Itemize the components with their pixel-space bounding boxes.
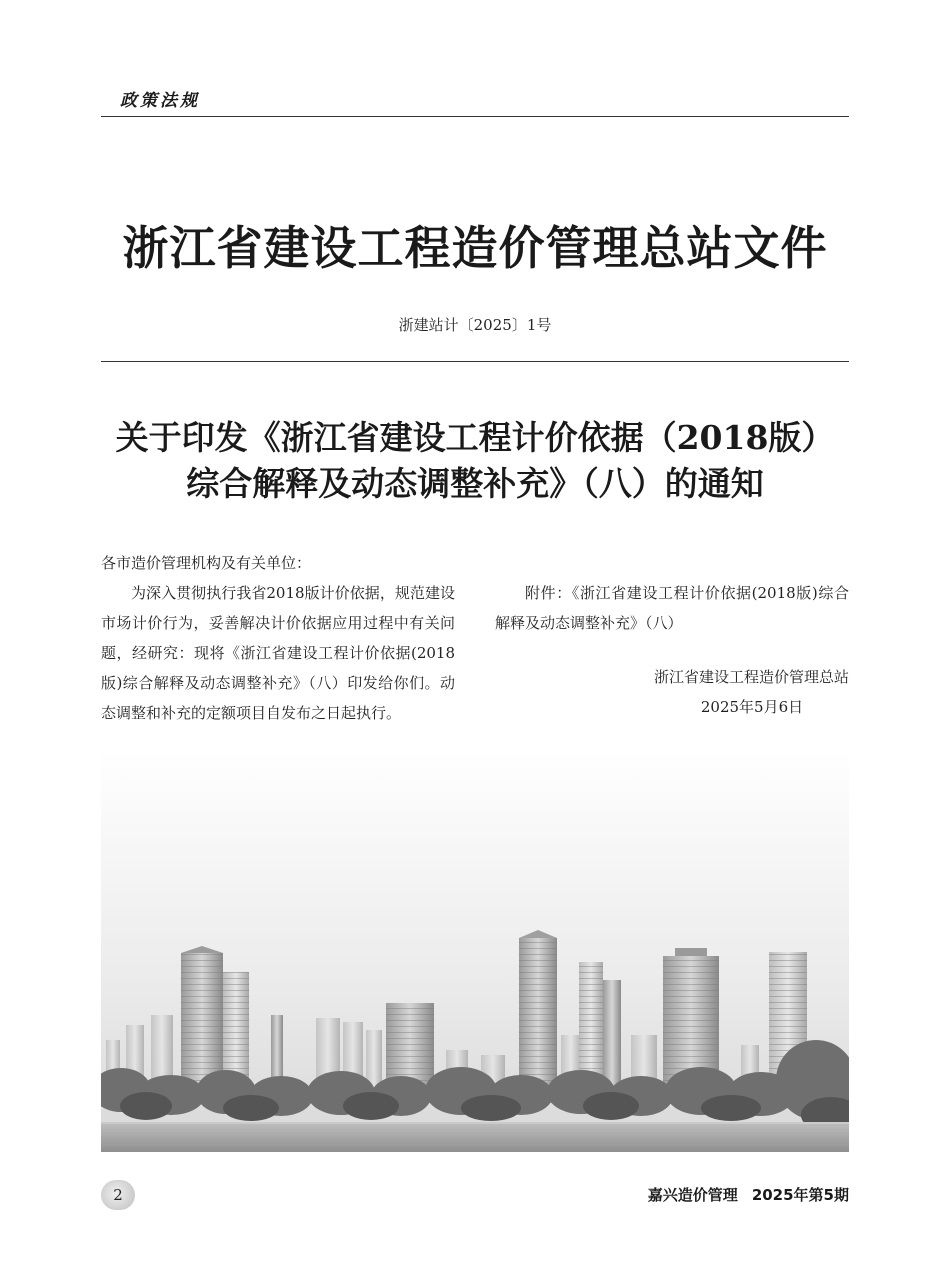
journal-issue: 2025年第5期 — [751, 1186, 849, 1204]
journal-info — [648, 1184, 849, 1205]
city-skyline-image — [101, 750, 849, 1152]
notice-title-line1: 关于印发《浙江省建设工程计价依据（2018版） — [115, 418, 835, 457]
notice-title — [0, 415, 950, 507]
issuer-title: 浙江省建设工程造价管理总站文件 — [122, 221, 828, 275]
signature-block — [495, 662, 849, 722]
title-rule — [101, 361, 849, 362]
signature-org: 浙江省建设工程造价管理总站 — [653, 668, 849, 686]
notice-title-line2: 综合解释及动态调整补充》（八）的通知 — [186, 464, 764, 503]
header-rule — [101, 116, 849, 117]
journal-name: 嘉兴造价管理 — [647, 1186, 738, 1204]
signature-date: 2025年5月6日 — [700, 698, 804, 716]
attachment-note: 附件：《浙江省建设工程计价依据(2018版)综合解释及动态调整补充》（八） — [495, 584, 849, 632]
addressee: 各市造价管理机构及有关单位： — [101, 554, 312, 572]
body-right-column — [495, 578, 849, 722]
section-label: 政策法规 — [120, 91, 200, 111]
body-left-column — [101, 548, 455, 728]
page-number: 2 — [101, 1180, 135, 1210]
document-number: 浙建站计〔2025〕1号 — [398, 316, 552, 334]
body-paragraph: 为深入贯彻执行我省2018版计价依据，规范建设市场计价行为，妥善解决计价依据应用过程中有关问题，经研究：现将《浙江省建设工程计价依据(2018版)综合解释及动态调整补充》（八）印发给你们。动态调整和补充的定额项目自发布之日起执行。 — [101, 584, 455, 722]
